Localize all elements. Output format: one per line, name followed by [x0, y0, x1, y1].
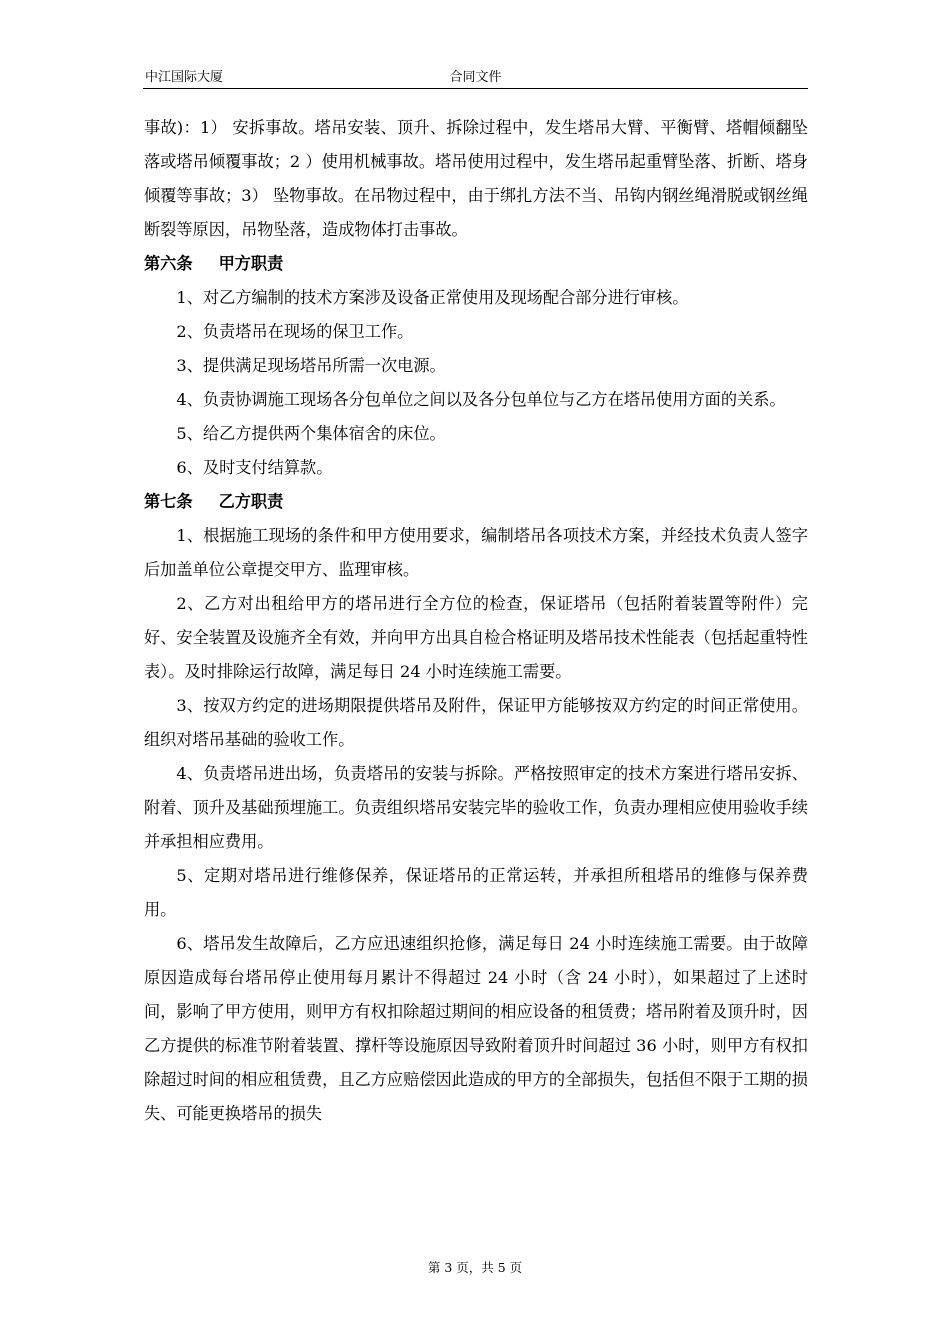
article-7-item-5: 5、定期对塔吊进行维修保养，保证塔吊的正常运转，并承担所租塔吊的维修与保养费用。 [144, 866, 808, 919]
article-7-item-1: 1、根据施工现场的条件和甲方使用要求，编制塔吊各项技术方案，并经技术负责人签字后加盖单位公章提交甲方、监理审核。 [144, 526, 808, 579]
document-body [144, 111, 808, 1131]
article-7-item-3: 3、按双方约定的进场期限提供塔吊及附件，保证甲方能够按双方约定的时间正常使用。组织对塔吊基础的验收工作。 [144, 696, 808, 749]
article-7-item-6: 6、塔吊发生故障后，乙方应迅速组织抢修，满足每日 24 小时连续施工需要。由于故障原因造成每台塔吊停止使用每月累计不得超过 24 小时（含 24 小时），如果超过了上述时间，影响了甲方使用，则甲方有权扣除超过期间的相应设备的租赁费；塔吊附着及顶升时，因乙方提供的标准节附着装置、撑杆等设施原因导致附着顶升时间超过 36 小时，则甲方有权扣除超过时间的相应租赁费，且乙方应赔偿因此造成的甲方的全部损失，包括但不限于工期的损失、可能更换塔吊的损失 [144, 934, 808, 1123]
article-6-heading [144, 247, 808, 281]
header-project-name: 中江国际大厦 [145, 70, 224, 85]
article-6-title: 甲方职责 [218, 254, 284, 273]
article-6-item-2: 2、负责塔吊在现场的保卫工作。 [176, 322, 414, 341]
article-7-heading [144, 485, 808, 519]
continued-paragraph: 事故)：1） 安拆事故。塔吊安装、顶升、拆除过程中，发生塔吊大臂、平衡臂、塔帽倾翻坠落或塔吊倾覆事故；2 ）使用机械事故。塔吊使用过程中，发生塔吊起重臂坠落、折断、塔身倾覆等事故；3） 坠物事故。在吊物过程中，由于绑扎方法不当、吊钩内钢丝绳滑脱或钢丝绳断裂等原因，吊物坠落，造成物体打击事故。 [144, 118, 808, 239]
header-document-type: 合同文件 [449, 70, 502, 85]
article-7-item-4: 4、负责塔吊进出场，负责塔吊的安装与拆除。严格按照审定的技术方案进行塔吊安拆、附着、顶升及基础预埋施工。负责组织塔吊安装完毕的验收工作，负责办理相应使用验收手续并承担相应费用。 [144, 764, 808, 851]
article-6-item-6: 6、及时支付结算款。 [176, 458, 333, 477]
article-7-number: 第七条 [144, 492, 193, 511]
article-6-item-3: 3、提供满足现场塔吊所需一次电源。 [176, 356, 446, 375]
page-number: 第 3 页，共 5 页 [427, 1260, 523, 1275]
article-6-number: 第六条 [144, 254, 193, 273]
article-6-item-1: 1、对乙方编制的技术方案涉及设备正常使用及现场配合部分进行审核。 [176, 288, 689, 307]
article-7-item-2: 2、乙方对出租给甲方的塔吊进行全方位的检查，保证塔吊（包括附着装置等附件）完好、安全装置及设施齐全有效，并向甲方出具自检合格证明及塔吊技术性能表（包括起重特性表）。及时排除运行故障，满足每日 24 小时连续施工需要。 [144, 594, 808, 681]
article-6-item-4: 4、负责协调施工现场各分包单位之间以及各分包单位与乙方在塔吊使用方面的关系。 [176, 390, 786, 409]
article-7-title: 乙方职责 [218, 492, 284, 511]
page-header [143, 66, 808, 89]
article-6-item-5: 5、给乙方提供两个集体宿舍的床位。 [176, 424, 446, 443]
